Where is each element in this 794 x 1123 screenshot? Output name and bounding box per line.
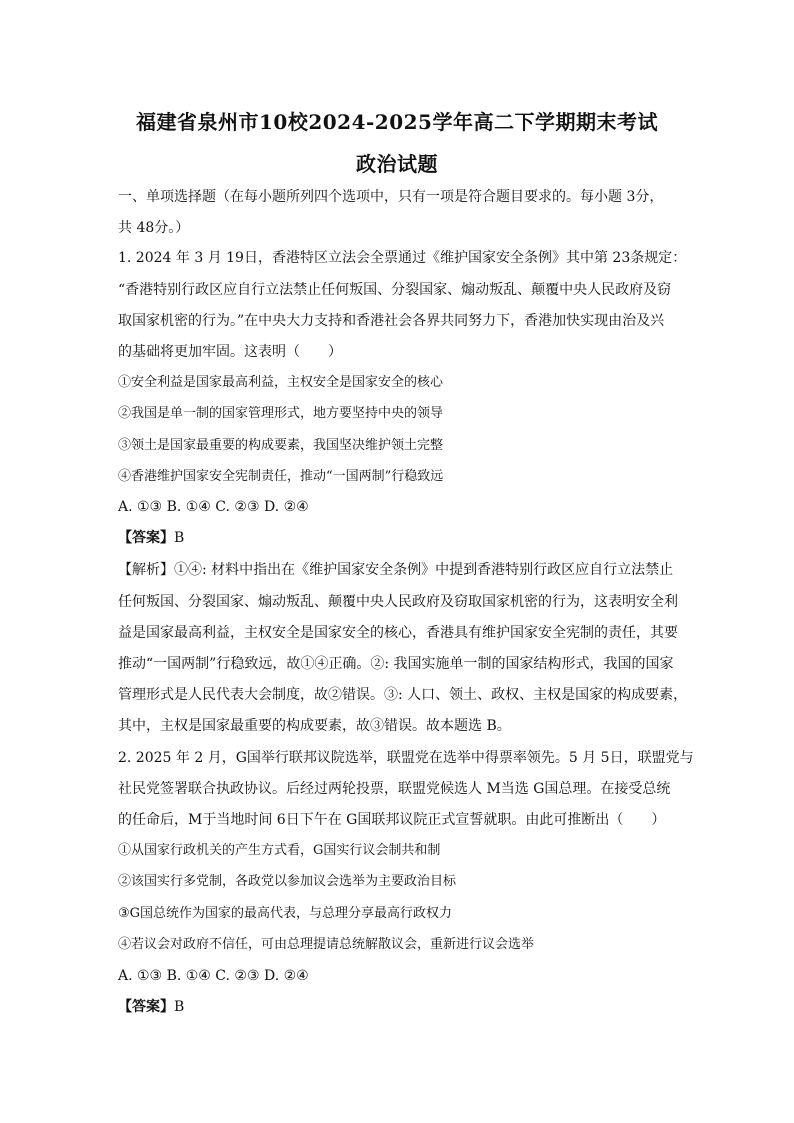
q2-stem-line-2: 社民党签署联合执政协议。后经过两轮投票，联盟党候选人 M当选 G国总理。在接受总统 <box>118 781 671 797</box>
q2-option-3: ③G国总统作为国家的最高代表，与总理分享最高行政权力 <box>118 906 453 921</box>
q1-option-1: ①安全利益是国家最高利益，主权安全是国家安全的核心 <box>118 375 444 390</box>
q1-analysis-line-1: 【解析】①④: 材料中指出在《维护国家安全条例》中提到香港特别行政区应自行立法禁止 <box>118 562 674 578</box>
q2-option-1: ①从国家行政机关的产生方式看，G国实行议会制共和制 <box>118 843 441 858</box>
q1-option-3: ③领土是国家最重要的构成要素，我国坚决维护领土完整 <box>118 438 444 453</box>
q1-stem-line-2: “香港特别行政区应自行立法禁止任何叛国、分裂国家、煽动叛乱、颠覆中央人民政府及窃 <box>118 282 672 298</box>
q1-stem-line-1: 1. 2024 年 3 月 19日，香港特区立法会全票通过《维护国家安全条例》其中第 23条规定： <box>118 250 687 266</box>
q1-stem-line-3: 取国家机密的行为。”在中央大力支持和香港社会各界共同努力下，香港加快实现由治及兴 <box>118 313 665 329</box>
q1-answer <box>118 528 688 548</box>
section-heading-line-1: 一、单项选择题（在每小题所列四个选项中，只有一项是符合题目要求的。每小题 3分， <box>118 189 664 205</box>
q2-stem-line-1: 2. 2025 年 2 月，G国举行联邦议院选举，联盟党在选举中得票率领先。5 月 5日，联盟党与 <box>118 750 694 766</box>
q1-option-4: ④香港维护国家安全宪制责任，推动“一国两制”行稳致远 <box>118 469 444 484</box>
q2-answer-value: B <box>174 999 185 1015</box>
q2-choices: A. ①③ B. ①④ C. ②③ D. ②④ <box>118 968 309 984</box>
q1-analysis-line-4: 推动“一国两制”行稳致远，故①④正确。②: 我国实施单一制的国家结构形式，我国的国家 <box>118 656 674 672</box>
q2-stem-line-3: 的任命后，M于当地时间 6日下午在 G国联邦议院正式宣誓就职。由此可推断出（ ） <box>118 812 666 828</box>
q1-stem-line-4: 的基础将更加牢固。这表明（ ） <box>118 344 342 360</box>
q1-choices: A. ①③ B. ①④ C. ②③ D. ②④ <box>118 499 309 515</box>
q1-analysis-line-6: 其中，主权是国家最重要的构成要素，故③错误。故本题选 B。 <box>118 718 511 734</box>
q1-analysis-line-5: 管理形式是人民代表大会制度，故②错误。③: 人口、领土、政权、主权是国家的构成要素， <box>118 687 688 703</box>
q2-answer-label: 【答案】 <box>118 999 174 1015</box>
q2-answer <box>118 997 688 1017</box>
section-heading-line-2: 共 48分。） <box>118 220 190 236</box>
q1-answer-label: 【答案】 <box>118 530 174 546</box>
q1-answer-value: B <box>174 530 185 546</box>
q1-analysis-line-2: 任何叛国、分裂国家、煽动叛乱、颠覆中央人民政府及窃取国家机密的行为，这表明安全利 <box>118 594 678 610</box>
page-subtitle: 政治试题 <box>356 152 438 176</box>
q1-option-2: ②我国是单一制的国家管理形式，地方要坚持中央的领导 <box>118 406 444 421</box>
page-title: 福建省泉州市10校2024-2025学年高二下学期期末考试 <box>136 110 658 134</box>
q1-analysis-line-3: 益是国家最高利益，主权安全是国家安全的核心，香港具有维护国家安全宪制的责任，其要 <box>118 625 678 641</box>
q2-option-4: ④若议会对政府不信任，可由总理提请总统解散议会，重新进行议会选举 <box>118 937 535 952</box>
q2-option-2: ②该国实行多党制，各政党以参加议会选举为主要政治目标 <box>118 874 457 889</box>
